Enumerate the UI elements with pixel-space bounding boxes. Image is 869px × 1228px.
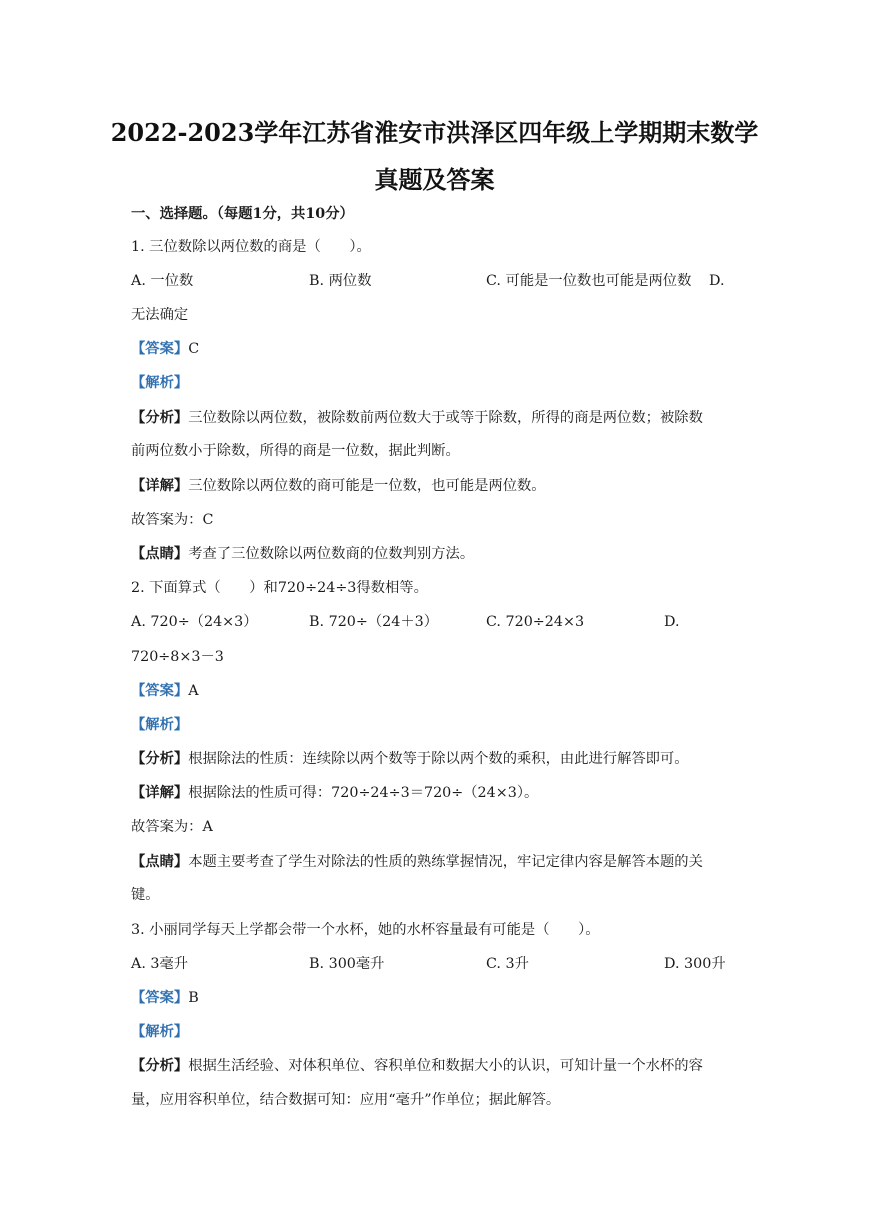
q2-option-b: B. 720÷（24＋3） [309,614,439,630]
q1-option-b: B. 两位数 [309,273,372,289]
fenxi-text: 三位数除以两位数，被除数前两位数大于或等于除数，所得的商是两位数；被除数 [188,410,703,426]
q1-stem: 1. 三位数除以两位数的商是（ ）。 [131,239,371,255]
q2-option-d-text: 720÷8×3－3 [131,649,224,665]
q1-fenxi-line1 [131,409,703,427]
q1-option-c: C. 可能是一位数也可能是两位数 [486,273,692,289]
answer-value: B [188,990,199,1006]
q2-result: 故答案为：A [131,819,213,835]
fenxi-text: 根据除法的性质：连续除以两个数等于除以两个数的乘积，由此进行解答即可。 [188,751,689,767]
q2-option-c: C. 720÷24×3 [486,614,585,630]
xiangjie-text: 三位数除以两位数的商可能是一位数，也可能是两位数。 [188,478,546,494]
section-heading: 一、选择题。（每题1分，共10分） [131,206,354,222]
q3-option-c: C. 3升 [486,956,529,972]
q1-option-a: A. 一位数 [131,273,194,289]
q1-fenxi-line2: 前两位数小于除数，所得的商是一位数，据此判断。 [131,443,460,459]
q1-xiangjie [131,477,546,495]
answer-value: A [188,683,199,699]
fenxi-tag: 【分析】 [131,751,189,767]
q1-analysis-tag: 【解析】 [131,375,189,391]
q2-stem: 2. 下面算式（ ）和720÷24÷3得数相等。 [131,580,428,596]
dianjing-tag: 【点睛】 [131,854,189,870]
xiangjie-text: 根据除法的性质可得：720÷24÷3＝720÷（24×3）。 [188,785,539,801]
q1-dianjing [131,545,474,563]
q1-result: 故答案为：C [131,512,214,528]
q2-option-d: D. [664,614,680,630]
q3-option-d: D. 300升 [664,956,726,972]
q3-analysis-tag: 【解析】 [131,1024,189,1040]
answer-tag: 【答案】 [131,683,189,699]
fenxi-text: 根据生活经验、对体积单位、容积单位和数据大小的认识，可知计量一个水杯的容 [188,1058,703,1074]
dianjing-text: 考查了三位数除以两位数商的位数判别方法。 [188,546,475,562]
q3-option-a: A. 3毫升 [131,956,189,972]
q3-option-b: B. 300毫升 [309,956,385,972]
q3-fenxi-line2: 量，应用容积单位，结合数据可知：应用“毫升”作单位；据此解答。 [131,1092,561,1108]
q3-answer [131,989,199,1007]
dianjing-text: 本题主要考查了学生对除法的性质的熟练掌握情况，牢记定律内容是解答本题的关 [188,854,703,870]
answer-tag: 【答案】 [131,341,189,357]
answer-tag: 【答案】 [131,990,189,1006]
q1-answer [131,340,199,358]
fenxi-tag: 【分析】 [131,1058,189,1074]
q2-option-a: A. 720÷（24×3） [131,614,258,630]
q2-dianjing-line1 [131,853,703,871]
q2-analysis-tag: 【解析】 [131,717,189,733]
xiangjie-tag: 【详解】 [131,478,189,494]
q2-answer [131,682,199,700]
q3-fenxi-line1 [131,1057,703,1075]
fenxi-tag: 【分析】 [131,410,189,426]
q1-option-d-text: 无法确定 [131,307,189,323]
q2-fenxi [131,750,689,768]
doc-title-line2: 真题及答案 [374,165,495,194]
q3-stem: 3. 小丽同学每天上学都会带一个水杯，她的水杯容量最有可能是（ ）。 [131,922,600,938]
answer-value: C [188,341,200,357]
dianjing-tag: 【点睛】 [131,546,189,562]
q2-dianjing-line2: 键。 [131,887,160,903]
q1-option-d: D. [709,273,725,289]
xiangjie-tag: 【详解】 [131,785,189,801]
q2-xiangjie [131,784,538,802]
doc-title-line1: 2022-2023学年江苏省淮安市洪泽区四年级上学期期末数学 [110,118,759,147]
